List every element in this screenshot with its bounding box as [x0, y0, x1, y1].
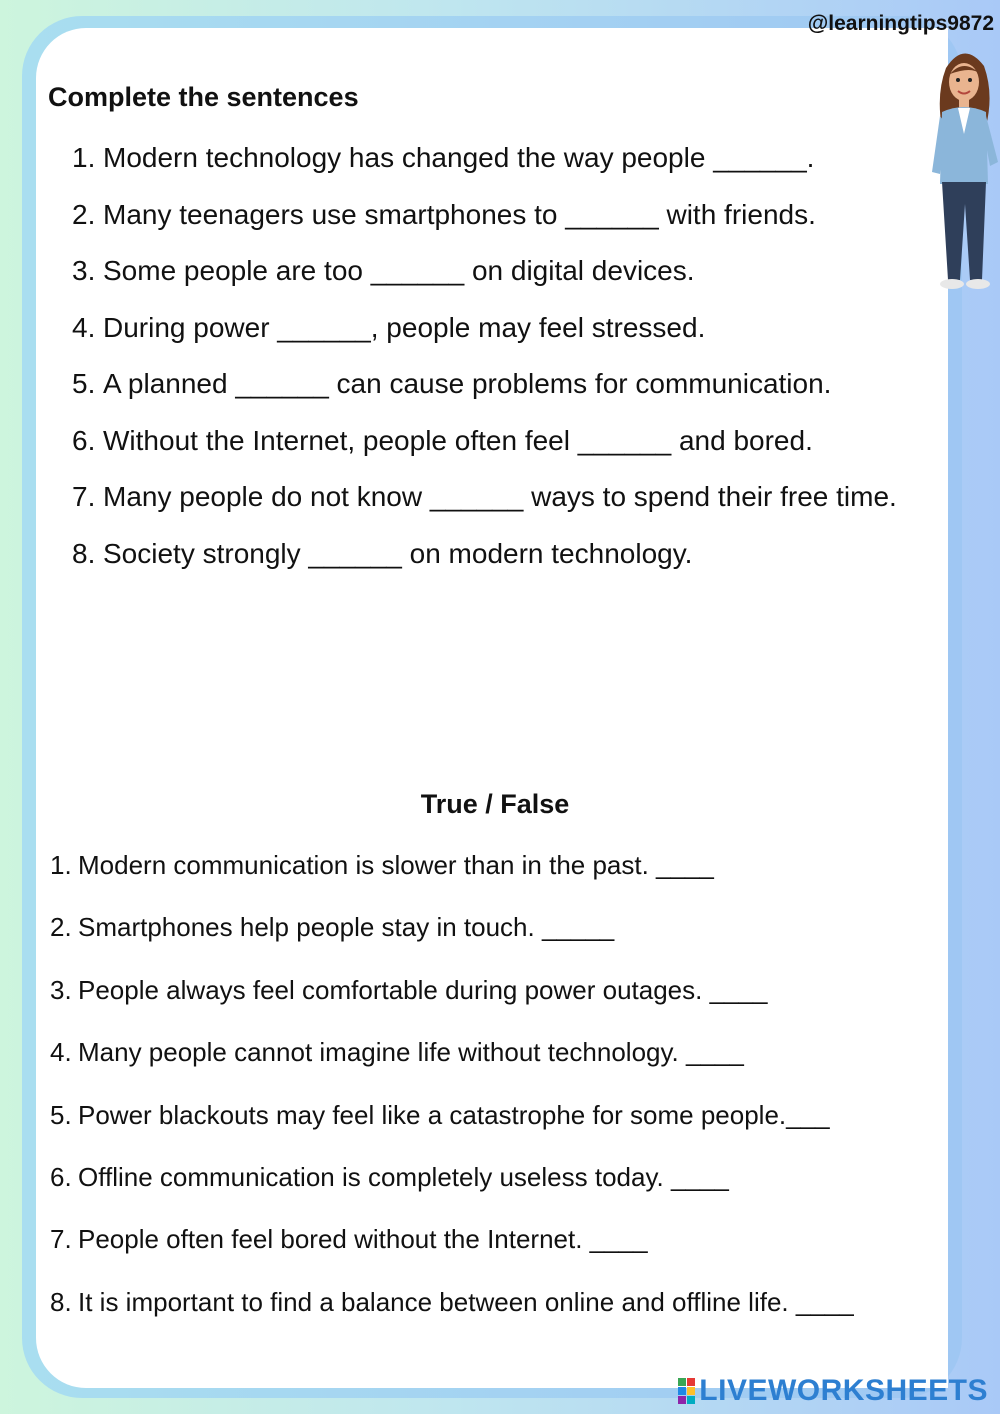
complete-sentence-item: [72, 243, 952, 300]
true-false-list: [50, 834, 990, 1333]
true-false-item: [50, 834, 990, 896]
section-title-true-false: True / False: [420, 789, 570, 819]
item-text: People often feel bored without the Internet. ____: [78, 1224, 648, 1255]
logo-block: [678, 1396, 686, 1404]
item-text: Smartphones help people stay in touch. _____: [78, 912, 615, 943]
logo-blocks-icon: [678, 1378, 695, 1404]
true-false-item: [50, 896, 990, 958]
complete-sentence-item: [72, 356, 952, 413]
complete-sentence-item: [72, 413, 952, 470]
item-number: 6.: [50, 1162, 72, 1193]
item-number: 1.: [50, 850, 72, 880]
item-number: 6.: [72, 424, 96, 456]
true-false-item: [50, 1021, 990, 1083]
author-handle: @learningtips9872: [807, 12, 994, 35]
item-text: Modern technology has changed the way people ______.: [103, 142, 815, 173]
item-text: People always feel comfortable during power outages. ____: [78, 974, 768, 1005]
item-number: 3.: [72, 255, 96, 286]
item-number: 5.: [72, 368, 96, 399]
complete-sentences-list: [72, 130, 952, 582]
item-text: A planned ______ can cause problems for communication.: [103, 368, 832, 399]
item-text: Power blackouts may feel like a catastrophe for some people.___: [78, 1099, 830, 1130]
item-number: 3.: [50, 974, 72, 1005]
logo-block: [678, 1387, 686, 1395]
complete-sentence-item: [72, 469, 952, 526]
item-text: Modern communication is slower than in the past. ____: [78, 850, 714, 880]
section-title-complete-sentences: Complete the sentences: [48, 82, 359, 112]
item-number: 5.: [50, 1099, 72, 1130]
item-text: Without the Internet, people often feel ______ and bored.: [103, 424, 813, 456]
true-false-item: [50, 1146, 990, 1208]
item-number: 7.: [72, 481, 96, 512]
item-text: Some people are too ______ on digital devices.: [103, 255, 695, 286]
item-number: 2.: [72, 198, 96, 230]
liveworksheets-logo: [678, 1374, 988, 1408]
item-text: Many people do not know ______ ways to spend their free time.: [103, 481, 897, 512]
complete-sentence-item: [72, 187, 952, 244]
logo-block: [687, 1378, 695, 1386]
item-text: Society strongly ______ on modern technology.: [103, 537, 693, 569]
logo-text: LIVEWORKSHEETS: [699, 1374, 988, 1407]
item-text: Offline communication is completely useless today. ____: [78, 1162, 729, 1193]
item-number: 4.: [72, 311, 96, 343]
item-text: Many people cannot imagine life without technology. ____: [78, 1037, 744, 1068]
complete-sentence-item: [72, 526, 952, 583]
item-number: 8.: [72, 537, 96, 569]
item-text: Many teenagers use smartphones to ______ with friends.: [103, 198, 816, 230]
item-number: 2.: [50, 912, 72, 943]
item-text: During power ______, people may feel stressed.: [103, 311, 706, 343]
item-text: It is important to find a balance between online and offline life. ____: [78, 1286, 854, 1317]
logo-block: [687, 1396, 695, 1404]
item-number: 4.: [50, 1037, 72, 1068]
logo-block: [687, 1387, 695, 1395]
true-false-item: [50, 959, 990, 1021]
true-false-item: [50, 1271, 990, 1333]
item-number: 7.: [50, 1224, 72, 1255]
complete-sentence-item: [72, 300, 952, 357]
item-number: 1.: [72, 142, 96, 173]
item-number: 8.: [50, 1286, 72, 1317]
complete-sentence-item: [72, 130, 952, 187]
true-false-item: [50, 1208, 990, 1270]
true-false-item: [50, 1084, 990, 1146]
logo-block: [678, 1378, 686, 1386]
